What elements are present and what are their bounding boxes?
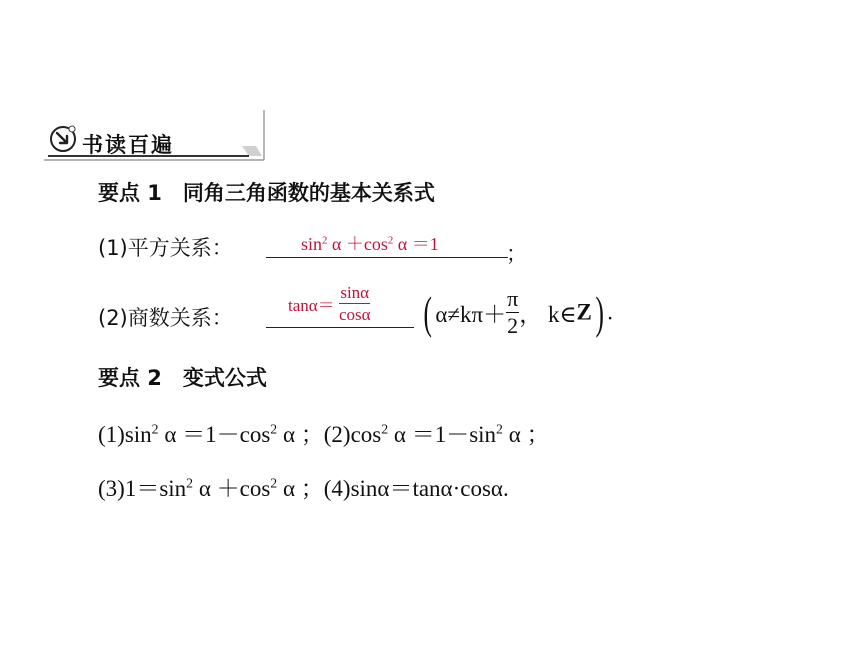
item2-answer-den: cosα — [338, 305, 371, 324]
point2-heading: 要点 2 变式公式 — [98, 366, 267, 390]
arrow-circle-icon — [48, 124, 78, 154]
item1-end: ； — [506, 242, 527, 266]
section-banner — [44, 108, 269, 166]
point1-item2-label — [98, 306, 233, 329]
item2-answer-num: sinα — [340, 283, 370, 302]
cond-prefix: α≠kπ＋ — [435, 302, 507, 327]
item2-condition — [420, 288, 613, 337]
item2-answer — [288, 284, 371, 323]
item1-answer: $\sin^2 \alpha +\cos^2$ α ＝1 — [301, 234, 439, 254]
close-paren: ) — [595, 286, 604, 338]
cond-den: 2 — [507, 313, 519, 338]
item1-blank — [266, 257, 508, 258]
cond-suffix: ， k∈ — [519, 302, 577, 327]
cond-num: π — [507, 286, 519, 311]
cond-fraction — [506, 288, 519, 337]
item2-answer-lhs: tanα＝ — [288, 296, 335, 315]
point1-item1-label — [98, 236, 233, 259]
point1-heading: 要点 1 同角三角函数的基本关系式 — [98, 181, 435, 205]
banner-title: 书读百遍 — [82, 133, 174, 157]
cond-set: Z — [576, 299, 592, 325]
open-paren: ( — [423, 286, 432, 338]
cond-end: . — [607, 299, 613, 325]
item2-blank — [266, 327, 414, 328]
item2-answer-fraction — [339, 284, 371, 323]
point2-row1: $(1)\sin^2$ $\alpha =1-\cos^2$ α ；$(2)\cos^2$ $\alpha =1-\sin^2$ α ； — [98, 421, 550, 447]
point2-row2: $(3)1=\sin^2$ $\alpha +\cos^2$ α ；(4)sinα＝tanα·cosα. — [98, 475, 509, 501]
item2-label: (2)商数关系： — [98, 306, 233, 330]
item1-label: (1)平方关系： — [98, 236, 233, 260]
